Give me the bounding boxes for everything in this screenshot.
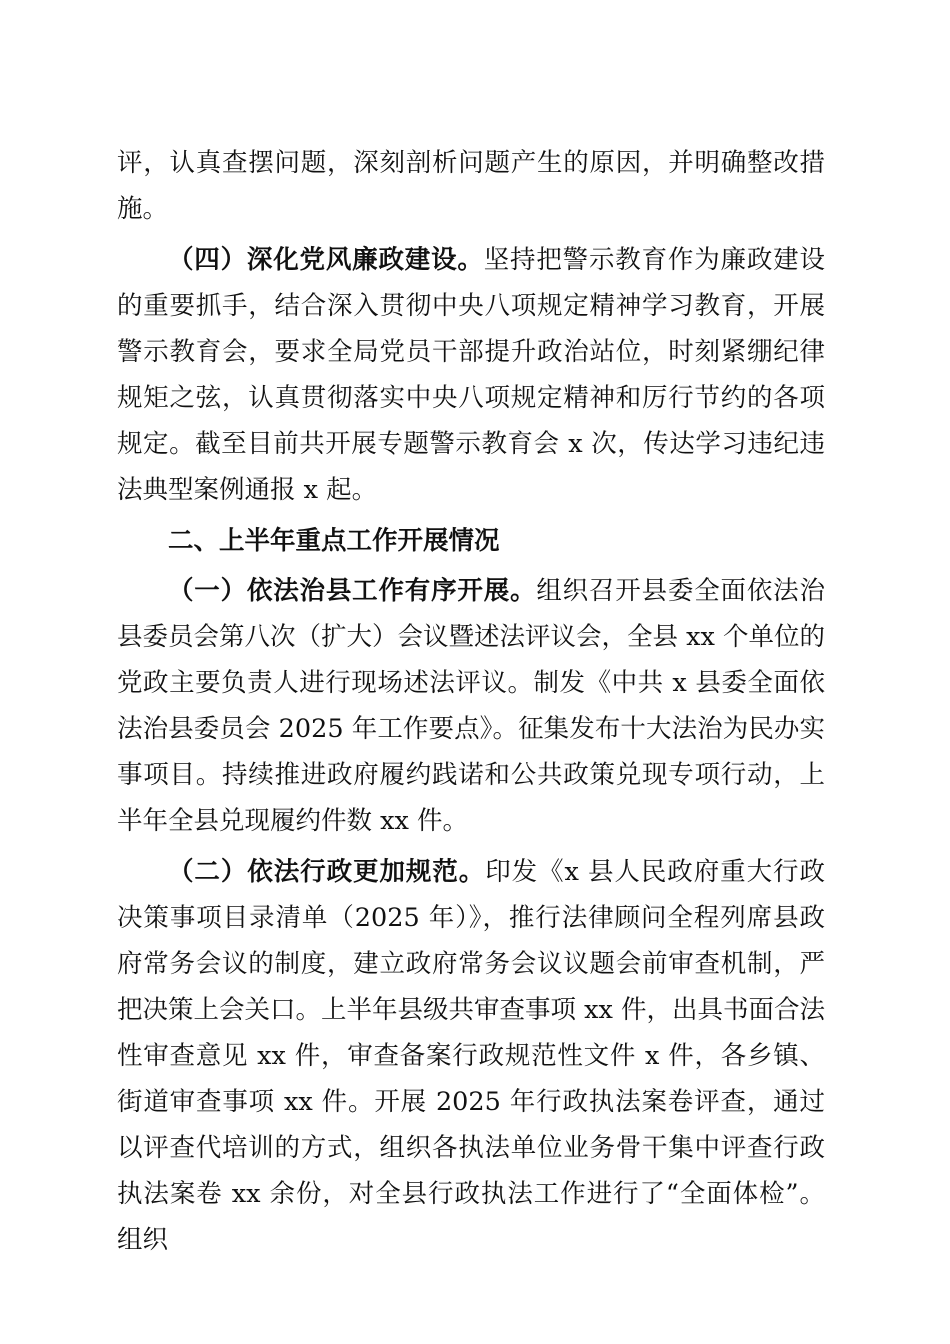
paragraph-title: （二）依法行政更加规范。: [168, 857, 486, 887]
paragraph-title: （四）深化党风廉政建设。: [168, 245, 484, 275]
paragraph-title: （一）依法治县工作有序开展。: [168, 576, 537, 606]
paragraph-text: 组织召开县委全面依法治县委员会第八次（扩大）会议暨述法评议会，全县 xx 个单位的党政主要负责人进行现场述法评议。制发《中共 x 县委全面依法治县委员会 2025 年工作要点》。征集发布十大法治为民办实事项目。持续推进政府履约践诺和公共政策兑现专项行动，上半年全县兑现履约件数 xx 件。: [117, 576, 825, 836]
paragraph-rule-of-law-county: [117, 568, 825, 844]
paragraph-continued: [117, 140, 825, 232]
paragraph-text: 坚持把警示教育作为廉政建设的重要抓手，结合深入贯彻中央八项规定精神学习教育，开展警示教育会，要求全局党员干部提升政治站位，时刻紧绷纪律规矩之弦，认真贯彻落实中央八项规定精神和厉行节约的各项规定。截至目前共开展专题警示教育会 x 次，传达学习违纪违法典型案例通报 x 起。: [117, 245, 825, 505]
paragraph-text: 印发《x 县人民政府重大行政决策事项目录清单（2025 年）》，推行法律顾问全程列席县政府常务会议的制度，建立政府常务会议议题会前审查机制，严把决策上会关口。上半年县级共审查事项 xx 件，出具书面合法性审查意见 xx 件，审查备案行政规范性文件 x 件，各乡镇、街道审查事项 xx 件。开展 2025 年行政执法案卷评查，通过以评查代培训的方式，组织各执法单位业务骨干集中评查行政执法案卷 xx 余份，对全县行政执法工作进行了“全面体检”。组织: [117, 857, 825, 1255]
section-heading: 二、上半年重点工作开展情况: [168, 526, 500, 556]
paragraph-text: 评，认真查摆问题，深刻剖析问题产生的原因，并明确整改措施。: [117, 148, 825, 224]
paragraph-administration-by-law: [117, 849, 825, 1263]
paragraph-party-conduct: [117, 237, 825, 513]
document-body: [117, 140, 825, 1268]
